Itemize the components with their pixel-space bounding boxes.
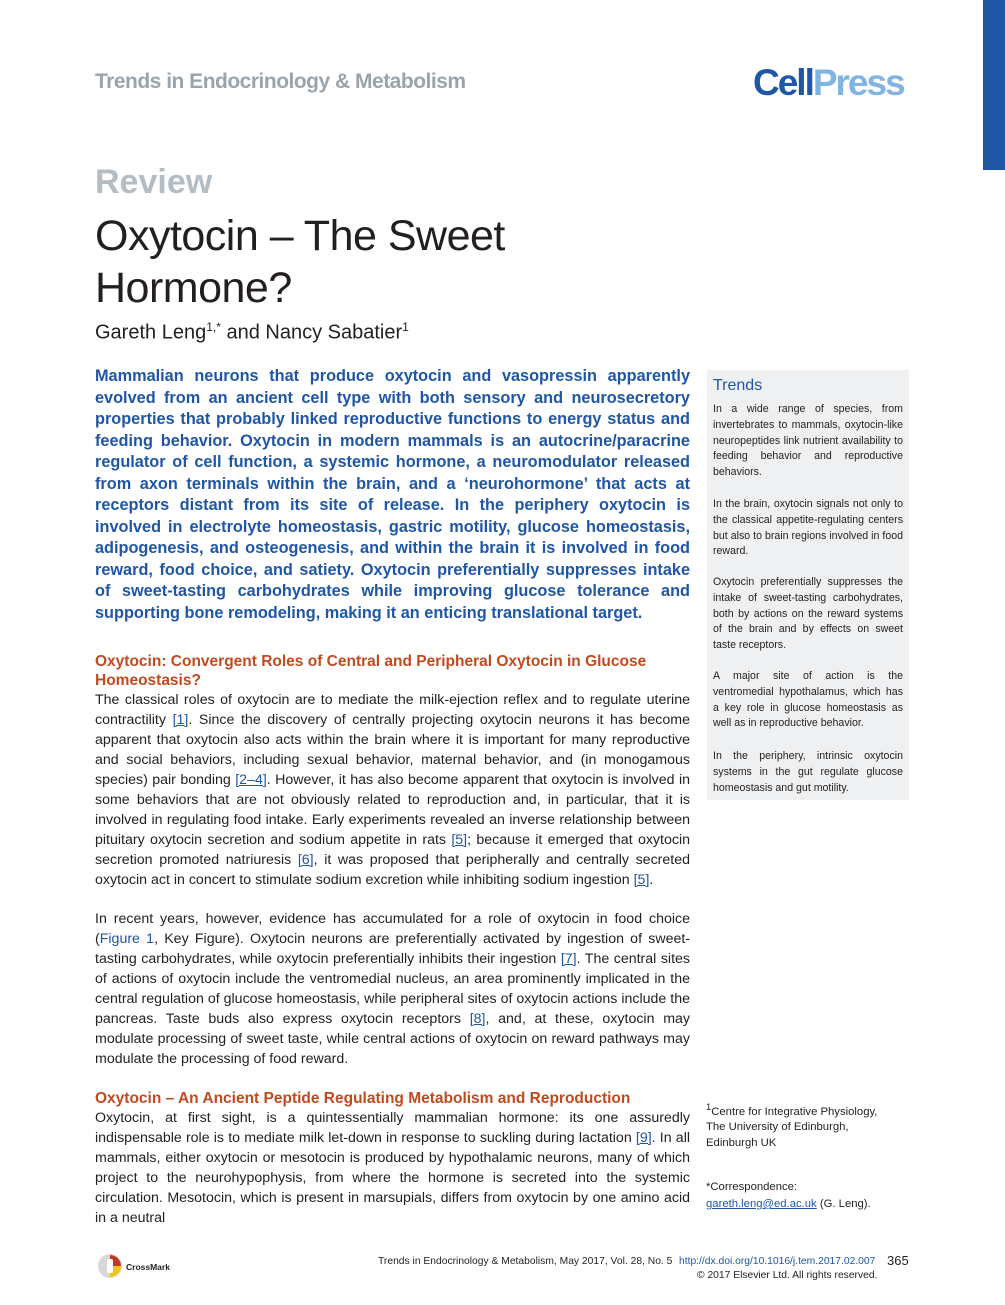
section-heading-1: Oxytocin: Convergent Roles of Central and Peripheral Oxytocin in Glucose Homeostasis? — [95, 653, 647, 689]
title-line-2: Hormone? — [95, 264, 292, 312]
article-type: Review — [95, 163, 213, 201]
section-heading-2: Oxytocin – An Ancient Peptide Regulating Metabolism and Reproduction — [95, 1090, 631, 1107]
citation-link[interactable]: [5] — [451, 832, 468, 848]
citation-link[interactable]: [5] — [633, 872, 650, 888]
citation-link[interactable]: [7] — [560, 951, 577, 967]
affiliation-line: The University of Edinburgh, — [706, 1121, 849, 1134]
trends-title: Trends — [713, 377, 763, 394]
trends-item: In a wide range of species, from invertebrates to mammals, oxytocin-like neuropeptides link nutrient availability to feeding behavior and reproductive behaviors. — [713, 403, 903, 479]
text-run: The classical roles of oxytocin are to mediate the milk-ejection reflex and to regulate uterine contractility — [95, 692, 690, 728]
text-run: . The central sites of actions of oxytocin include the ventromedial nucleus, an area prominently implicated in the central regulation of glucose homeostasis, while peripheral sites of oxytocin actions include the pancreas. Taste buds also express oxytocin receptors — [95, 951, 691, 1027]
title-line-1: Oxytocin – The Sweet — [95, 212, 505, 260]
affiliation-sup: 1 — [706, 1101, 712, 1112]
doi-link[interactable]: http://dx.doi.org/10.1016/j.tem.2017.02.007 — [679, 1256, 876, 1267]
correspondence-name: (G. Leng). — [816, 1198, 871, 1210]
cellpress-logo — [753, 62, 904, 104]
author-2-sup: 1 — [402, 320, 409, 334]
text-run: . — [649, 872, 654, 888]
citation-link[interactable]: [2–4] — [235, 772, 267, 788]
paragraph-1 — [95, 690, 690, 890]
text-run: ; because it emerged that oxytocin secretion promoted natriuresis — [95, 832, 690, 868]
logo-cell: Cell — [753, 62, 813, 103]
crossmark-badge[interactable] — [96, 1251, 186, 1281]
page-edge-tab — [983, 0, 1005, 170]
logo-press: Press — [812, 62, 904, 103]
citation-link[interactable]: [8] — [469, 1011, 486, 1027]
trends-item: Oxytocin preferentially suppresses the intake of sweet-tasting carbohydrates, both by actions on the reward systems of the brain and by effects on sweet taste receptors. — [713, 576, 903, 652]
copyright: © 2017 Elsevier Ltd. All rights reserved. — [697, 1270, 878, 1281]
citation-line: Trends in Endocrinology & Metabolism, May 2017, Vol. 28, No. 5 — [378, 1256, 673, 1267]
text-run: , Key Figure). Oxytocin neurons are preferentially activated by ingestion of sweet-tasting carbohydrates, while oxytocin preferentially inhibits their ingestion — [95, 931, 691, 967]
text-run: In recent years, however, evidence has accumulated for a role of oxytocin in food choice ( — [95, 911, 690, 947]
paragraph-2 — [95, 909, 690, 1069]
trends-item: A major site of action is the ventromedial hypothalamus, which has a key role in glucose homeostasis as well as in reproductive behavior. — [713, 670, 903, 730]
correspondence — [706, 1179, 906, 1213]
abstract: Mammalian neurons that produce oxytocin and vasopressin apparently evolved from an ancient cell type with both sensory and neurosecretory properties that probably linked reproductive functions to energy status and feeding behavior. Oxytocin in modern mammals is an autocrine/paracrine regulator of cell function, a systemic hormone, a neuromodulator released from axon terminals within the brain, and a ‘neurohormone’ that acts at receptors distant from its site of release. In the periphery oxytocin is involved in electrolyte homeostasis, gastric motility, glucose homeostasis, adipogenesis, and osteogenesis, and within the brain it is involved in food reward, food choice, and satiety. Oxytocin preferentially suppresses intake of sweet-tasting carbohydrates while improving glucose tolerance and supporting bone remodeling, making it an enticing translational target. — [95, 367, 690, 622]
citation-link[interactable]: [9] — [635, 1130, 652, 1146]
authors — [95, 320, 409, 345]
text-run: . Since the discovery of centrally projecting oxytocin neurons it has become apparent that oxytocin also acts within the brain where it is important for many reproductive and social behaviors, including sexual behavior, maternal behavior, and (in monogamous species) pair bonding — [95, 712, 690, 788]
affiliation-line: Centre for Integrative Physiology, — [711, 1105, 878, 1118]
author-and: and — [220, 321, 266, 344]
text-run: Oxytocin, at first sight, is a quintessentially mammalian hormone: its one assuredly indispensable role is to mediate milk let-down in response to suckling during lactation — [95, 1110, 690, 1146]
text-run: . However, it has also become apparent that oxytocin is involved in some behaviors that are not obviously related to reproduction and, in particular, that it is involved in regulating food intake. Early experiments revealed an inverse relationship between pituitary oxytocin secretion and sodium appetite in rats — [95, 772, 690, 848]
crossmark-label: CrossMark — [126, 1262, 170, 1272]
citation-link[interactable]: [1] — [172, 712, 189, 728]
author-1-sup: 1,* — [206, 320, 221, 334]
paragraph-3 — [95, 1108, 690, 1228]
text-run: , it was proposed that peripherally and centrally secreted oxytocin act in concert to stimulate sodium excretion while inhibiting sodium ingestion — [95, 852, 690, 888]
trends-item: In the brain, oxytocin signals not only to the classical appetite-regulating centers but also to brain regions involved in food reward. — [713, 498, 903, 558]
email-link[interactable]: gareth.leng@ed.ac.uk — [706, 1198, 817, 1210]
article-title — [95, 210, 695, 314]
page-number: 365 — [887, 1253, 909, 1268]
author-2[interactable]: Nancy Sabatier — [265, 321, 403, 344]
text-run: . In all mammals, either oxytocin or mesotocin is produced by hypothalamic neurons, many of which project to the neurohypophysis, from where the hormone is secreted into the systemic circulation. Mesotocin, which is present in marsupials, differs from oxytocin by one amino acid in a neutral — [95, 1130, 690, 1226]
citation-link[interactable]: [6] — [297, 852, 314, 868]
text-run: , and, at these, oxytocin may modulate processing of sweet taste, while central actions of oxytocin on reward pathways may modulate the processing of food reward. — [95, 1011, 690, 1067]
affiliation-line: Edinburgh UK — [706, 1136, 777, 1149]
affiliation — [706, 1099, 906, 1151]
figure-link[interactable]: Figure 1 — [99, 931, 155, 947]
crossmark-icon — [96, 1251, 186, 1281]
correspondence-label: *Correspondence: — [706, 1181, 798, 1193]
author-1[interactable]: Gareth Leng — [95, 321, 207, 344]
trends-item: In the periphery, intrinsic oxytocin systems in the gut regulate glucose homeostasis and gut motility. — [713, 750, 903, 794]
journal-name: Trends in Endocrinology & Metabolism — [95, 70, 466, 93]
